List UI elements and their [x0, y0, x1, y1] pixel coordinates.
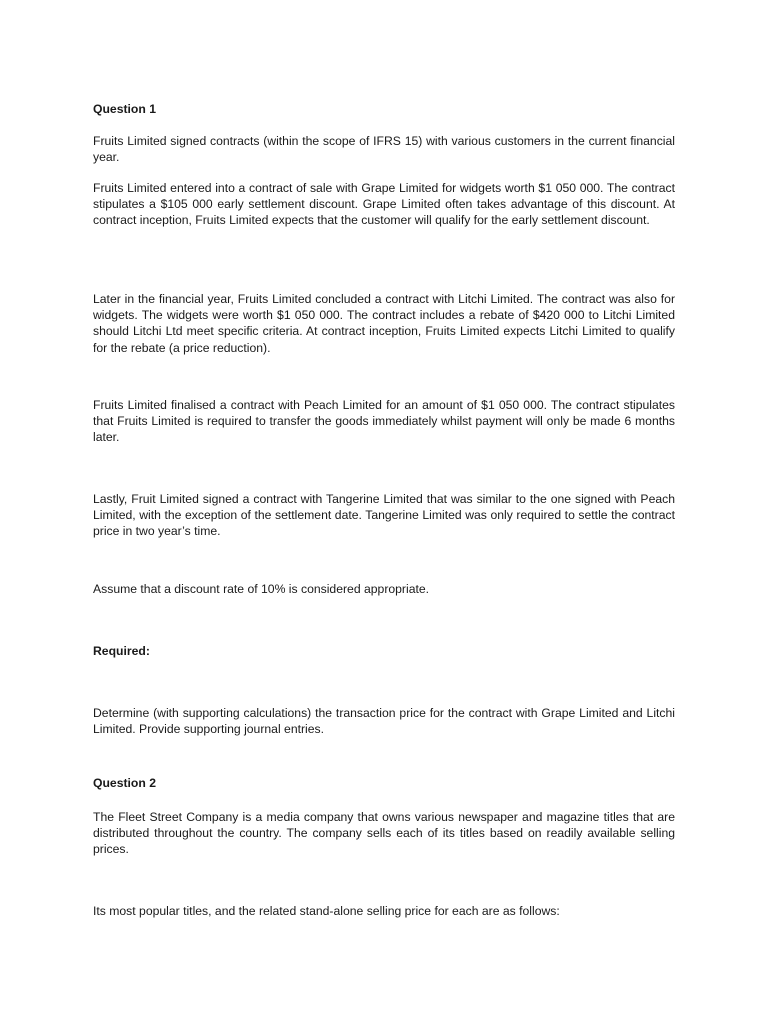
- litchi-limited-paragraph: Later in the financial year, Fruits Limited concluded a contract with Litchi Limited. The contract was also for widgets. The widgets were worth $1 050 000. The contract includes a rebate of $420 000 to Litchi Limited should Litchi Ltd meet specific criteria. At contract inception, Fruits Limited expects Litchi Limited to qualify for the rebate (a price reduction).: [93, 292, 675, 355]
- grape-limited-paragraph: Fruits Limited entered into a contract of sale with Grape Limited for widgets worth $1 050 000. The contract stipulates a $105 000 early settlement discount. Grape Limited often takes advantage of this discount. At contract inception, Fruits Limited expects that the customer will qualify for the early settlement discount.: [93, 181, 675, 228]
- question-1-intro-paragraph: Fruits Limited signed contracts (within the scope of IFRS 15) with various customers in the current financial year.: [93, 134, 675, 165]
- peach-limited-paragraph: Fruits Limited finalised a contract with Peach Limited for an amount of $1 050 000. The contract stipulates that Fruits Limited is required to transfer the goods immediately whilst payment will only be made 6 months later.: [93, 398, 675, 445]
- tangerine-limited-paragraph: Lastly, Fruit Limited signed a contract with Tangerine Limited that was similar to the one signed with Peach Limited, with the exception of the settlement date. Tangerine Limited was only required to settle the contract price in two year’s time.: [93, 492, 675, 539]
- question-1-heading: Question 1: [93, 102, 156, 116]
- discount-rate-paragraph: Assume that a discount rate of 10% is considered appropriate.: [93, 582, 430, 596]
- question-2-intro-paragraph: The Fleet Street Company is a media company that owns various newspaper and magazine titles that are distributed throughout the country. The company sells each of its titles based on readily available selling prices.: [93, 810, 675, 857]
- required-heading: Required:: [93, 644, 150, 658]
- required-text-paragraph: Determine (with supporting calculations) the transaction price for the contract with Grape Limited and Litchi Limited. Provide supporting journal entries.: [93, 706, 675, 737]
- popular-titles-paragraph: Its most popular titles, and the related stand-alone selling price for each are as follows:: [93, 904, 560, 918]
- question-2-heading: Question 2: [93, 776, 156, 790]
